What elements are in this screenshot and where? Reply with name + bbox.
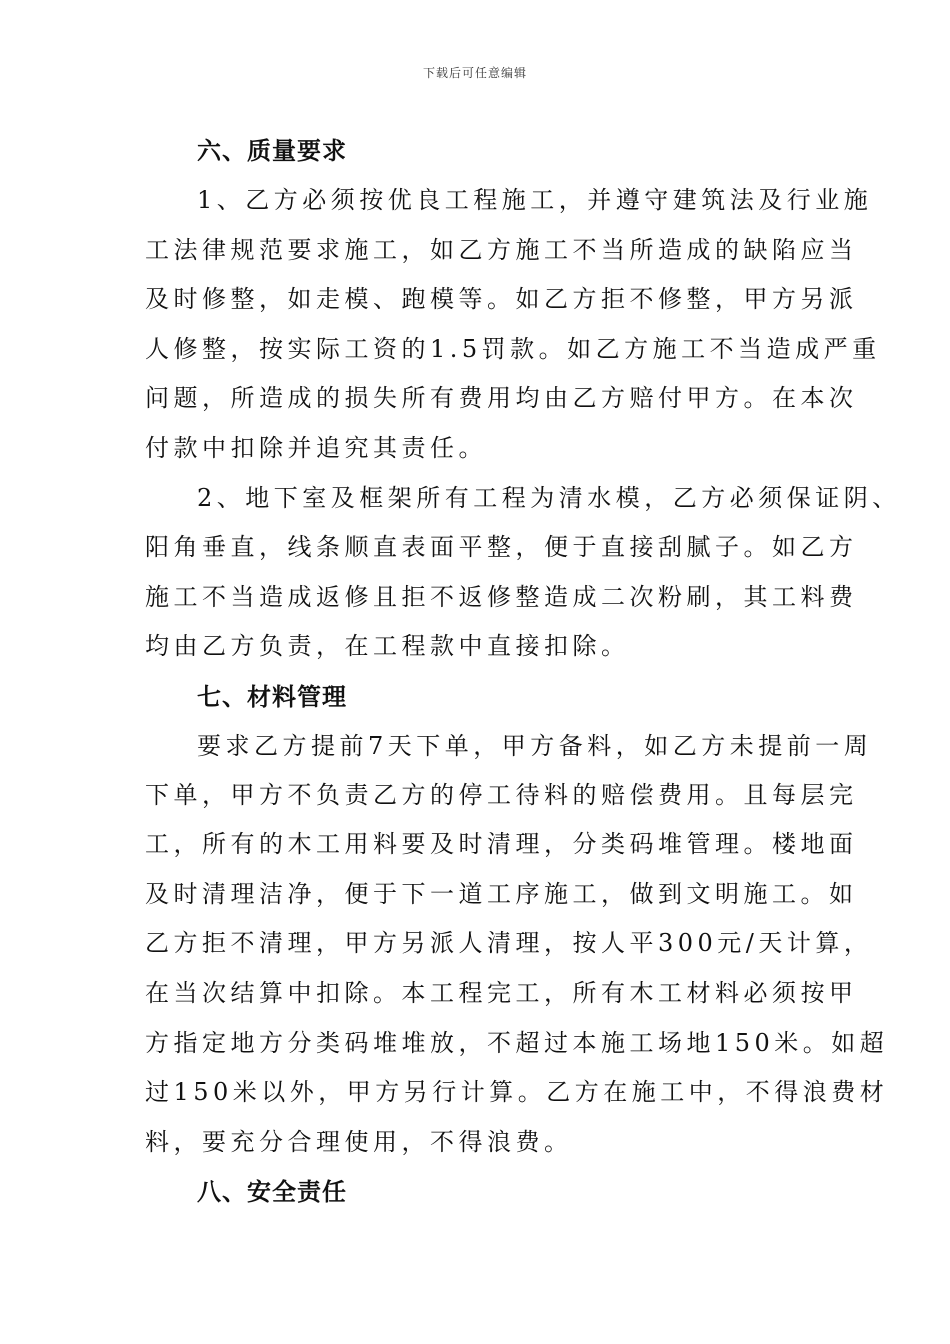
section-heading-materials: 七、材料管理 xyxy=(197,683,347,711)
paragraph-line: 及时清理洁净，便于下一道工序施工，做到文明施工。如 xyxy=(145,880,858,908)
paragraph-line: 付款中扣除并追究其责任。 xyxy=(145,434,487,462)
paragraph-line: 2、地下室及框架所有工程为清水模，乙方必须保证阴、 xyxy=(197,484,901,512)
page-header-note: 下载后可任意编辑 xyxy=(422,66,527,80)
section-heading-quality: 六、质量要求 xyxy=(197,137,347,165)
section-heading-safety: 八、安全责任 xyxy=(197,1178,347,1206)
paragraph-line: 过150米以外，甲方另行计算。乙方在施工中，不得浪费材 xyxy=(145,1078,889,1106)
paragraph-line: 1、乙方必须按优良工程施工，并遵守建筑法及行业施 xyxy=(197,186,873,214)
paragraph-line: 乙方拒不清理，甲方另派人清理，按人平300元/天计算， xyxy=(145,929,873,957)
paragraph-line: 人修整，按实际工资的1.5罚款。如乙方施工不当造成严重 xyxy=(145,335,881,363)
paragraph-line: 下单，甲方不负责乙方的停工待料的赔偿费用。且每层完 xyxy=(145,781,858,809)
paragraph-line: 要求乙方提前7天下单，甲方备料，如乙方未提前一周 xyxy=(197,732,873,760)
paragraph-line: 及时修整，如走模、跑模等。如乙方拒不修整，甲方另派 xyxy=(145,285,858,313)
paragraph-line: 方指定地方分类码堆堆放，不超过本施工场地150米。如超 xyxy=(145,1029,889,1057)
paragraph-line: 工法律规范要求施工，如乙方施工不当所造成的缺陷应当 xyxy=(145,236,858,264)
paragraph-line: 料，要充分合理使用，不得浪费。 xyxy=(145,1128,573,1156)
paragraph-line: 问题，所造成的损失所有费用均由乙方赔付甲方。在本次 xyxy=(145,384,858,412)
paragraph-line: 在当次结算中扣除。本工程完工，所有木工材料必须按甲 xyxy=(145,979,858,1007)
paragraph-line: 工，所有的木工用料要及时清理，分类码堆管理。楼地面 xyxy=(145,830,858,858)
paragraph-line: 阳角垂直，线条顺直表面平整，便于直接刮腻子。如乙方 xyxy=(145,533,858,561)
paragraph-line: 施工不当造成返修且拒不返修整造成二次粉刷，其工料费 xyxy=(145,583,858,611)
paragraph-line: 均由乙方负责，在工程款中直接扣除。 xyxy=(145,632,630,660)
